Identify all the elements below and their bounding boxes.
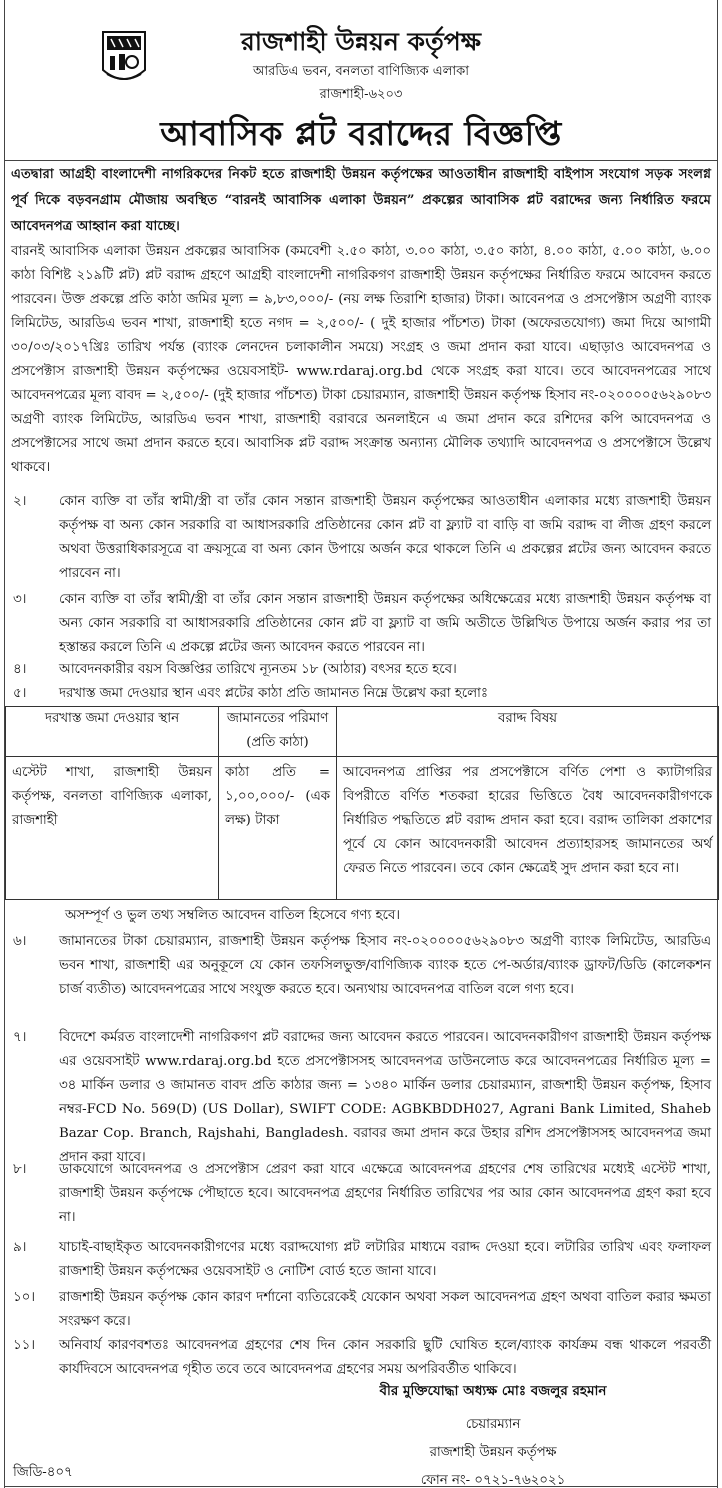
reference-code: জিডি-৪০৭: [13, 1465, 73, 1480]
signatory-title: চেয়ারম্যান: [465, 1417, 521, 1432]
item-number: ৪।: [13, 662, 27, 677]
notice-headline: আবাসিক প্লট বরাদ্দের বিজ্ঞপ্তি: [160, 114, 562, 153]
item-text: রাজশাহী উন্নয়ন কর্তৃপক্ষ কোন কারণ দর্শানো ব্যতিরেকেই যেকোন অথবা সকল আবেদনপত্র গ্রহণ অথবা বাতিল করার ক্ষমতা সংরক্ষণ করে।: [59, 1290, 711, 1329]
signatory-organization: রাজশাহী উন্নয়ন কর্তৃপক্ষ: [429, 1445, 557, 1460]
item-number: ৬।: [13, 934, 27, 949]
item-text: দরখাস্ত জমা দেওয়ার স্থান এবং প্লটের কাঠা প্রতি জামানত নিম্নে উল্লেখ করা হলোঃ: [59, 686, 488, 701]
item-text: যাচাই-বাছাইকৃত আবেদনকারীগণের মধ্যে বরাদ্দযোগ্য প্লট লটারির মাধ্যমে বরাদ্দ দেওয়া হবে। লটারির তারিখ এবং ফলাফল রাজশাহী উন্নয়ন কর্তৃপক্ষের ওয়েবসাইট ও নোটিশ বোর্ড হতে জানা যাবে।: [59, 1240, 711, 1279]
item-number: ৯।: [13, 1240, 27, 1255]
item-text: জামানতের টাকা চেয়ারম্যান, রাজশাহী উন্নয়ন কর্তৃপক্ষ হিসাব নং-০২০০০০৫৬২৯০৮৩ অগ্রণী ব্যাংক লিমিটেড, আরডিএ ভবন শাখা, রাজশাহী এর অনুকূলে যে কোন তফসিলভুক্ত/বাণিজ্যিক ব্যাংক হতে পে-অর্ডার/ব্যাংক ড্রাফট/ডিডি (কালেকশন চার্জ ব্যতীত) আবেদনপত্রের সাথে সংযুক্ত করতে হবে। অন্যথায় আবেদনপত্র বাতিল বলে গণ্য হবে।: [59, 934, 711, 997]
signatory-phone: ফোন নং- ০৭২১-৭৬২০২১: [420, 1473, 566, 1488]
header: [5, 0, 717, 108]
item-text: অনিবার্য কারণবশতঃ আবেদনপত্র গ্রহণের শেষ দিন কোন সরকারি ছুটি ঘোষিত হলে/ব্যাংক কার্যক্রম বন্ধ থাকলে পরবর্তী কার্যদিবসে আবেদনপত্র গৃহীত তবে তবে আবেদনপত্র গ্রহণের সময় অপরিবর্তীত থাকিবে।: [59, 1338, 711, 1377]
item-number: ৩।: [13, 592, 27, 607]
organization-address: আরডিএ ভবন, বনলতা বাণিজ্যিক এলাকা: [252, 64, 470, 79]
table-header-cell: দরখাস্ত জমা দেওয়ার স্থান: [6, 707, 219, 757]
table-header-row: [6, 707, 719, 757]
signatory-name: বীর মুক্তিযোদ্ধা অধ্যক্ষ মোঃ বজলুর রহমান: [379, 1383, 607, 1399]
item-text: কোন ব্যক্তি বা তাঁর স্বামী/স্ত্রী বা তাঁর কোন সন্তান রাজশাহী উন্নয়ন কর্তৃপক্ষের অধিক্ষেত্রের মধ্যে রাজশাহী উন্নয়ন কর্তৃপক্ষ বা অন্য কোন সরকারি বা আধাসরকারি প্রতিষ্ঠানের কোন প্লট বা ফ্ল্যাট বা জমি অতীতে উল্লিখিত উপায়ে অর্জন করার পর তা হস্তান্তর করলে তিনি এ প্রকল্পে প্লটের জন্য আবেদন করতে পারবেন না।: [59, 592, 711, 655]
organization-name: রাজশাহী উন্নয়ন কর্তৃপক্ষ: [241, 27, 481, 56]
notice-page: [4, 0, 718, 1488]
table-cell-deposit: কাঠা প্রতি = ১,০০,০০০/- (এক লক্ষ) টাকা: [219, 757, 337, 900]
table-row: [6, 757, 719, 900]
item-text: ডাকযোগে আবেদনপত্র ও প্রসপেক্টাস প্রেরণ করা যাবে এক্ষেত্রে আবেদনপত্র গ্রহণের শেষ তারিখের মধ্যেই এস্টেট শাখা, রাজশাহী উন্নয়ন কর্তৃপক্ষে পৌছাতে হবে। আবেদনপত্র গ্রহণের নির্ধারিত তারিখের পর আর কোন আবেদনপত্র গ্রহণ করা হবে না।: [59, 1162, 711, 1225]
item-number: ৭।: [13, 1030, 27, 1045]
intro-paragraph: এতদ্বারা আগ্রহী বাংলাদেশী নাগরিকদের নিকট হতে রাজশাহী উন্নয়ন কর্তৃপক্ষের আওতাধীন রাজশাহী বাইপাস সংযোগ সড়ক সংলগ্ন পূর্ব দিকে বড়বনগ্রাম মৌজায় অবস্থিত “বারনই আবাসিক এলাকা উন্নয়ন” প্রকল্পের আবাসিক প্লট বরাদ্দের জন্য নির্ধারিত ফরমে আবেদনপত্র আহ্বান করা যাচ্ছে।: [11, 167, 711, 234]
item-number: ১১।: [13, 1338, 36, 1353]
table-header-cell: জামানতের পরিমাণ (প্রতি কাঠা): [219, 707, 337, 757]
table-cell-place: এস্টেট শাখা, রাজশাহী উন্নয়ন কর্তৃপক্ষ, বনলতা বাণিজ্যিক এলাকা, রাজশাহী: [6, 757, 219, 900]
item-number: ৮।: [13, 1162, 27, 1177]
table-header-cell: বরাদ্দ বিষয়: [337, 707, 719, 757]
item-number: ৫।: [13, 686, 27, 701]
table-cell-allocation: আবেদনপত্র প্রাপ্তির পর প্রসপেক্টাসে বর্ণিত পেশা ও ক্যাটাগরির বিপরীতে বর্ণিত শতকরা হারের ভিত্তিতে বৈধ আবেদনকারীগণকে নির্ধারিত পদ্ধতিতে প্লট বরাদ্দ প্রদান করা হবে। বরাদ্দ তালিকা প্রকাশের পূর্বে যে কোন আবেদনকারী আবেদন প্রত্যাহারসহ জামানতের অর্থ ফেরত নিতে পারবেন। তবে কোন ক্ষেত্রেই সুদ প্রদান করা হবে না।: [337, 757, 719, 900]
item-text: কোন ব্যক্তি বা তাঁর স্বামী/স্ত্রী বা তাঁর কোন সন্তান রাজশাহী উন্নয়ন কর্তৃপক্ষের আওতাধীন এলাকার মধ্যে রাজশাহী উন্নয়ন কর্তৃপক্ষ বা অন্য কোন সরকারি বা আধাসরকারি প্রতিষ্ঠানের কোন প্লট বা ফ্ল্যাট বা বাড়ি বা জমি বরাদ্দ বা লীজ গ্রহণ করলে অথবা উত্তরাধিকারসূত্রে বা ক্রয়সূত্রে বা অন্য কোন উপায়ে অর্জন করে থাকলে তিনি এ প্রকল্পের প্লটের জন্য আবেদন করতে পারবেন না।: [59, 494, 711, 581]
item-number: ১০।: [13, 1290, 36, 1305]
organization-city: রাজশাহী-৬২০৩: [319, 87, 403, 102]
divider: [5, 1486, 717, 1487]
divider: [5, 160, 717, 161]
point-1-paragraph: বারনই আবাসিক এলাকা উন্নয়ন প্রকল্পের আবাসিক (কমবেশী ২.৫০ কাঠা, ৩.০০ কাঠা, ৩.৫০ কাঠা, ৪.০০ কাঠা, ৫.০০ কাঠা, ৬.০০ কাঠা বিশিষ্ট ২১৯টি প্লট) প্লট বরাদ্দ গ্রহণে আগ্রহী বাংলাদেশী নাগরিকগণ রাজশাহী উন্নয়ন কর্তৃপক্ষের নির্ধারিত ফরমে আবেদন করতে পারবেন। উক্ত প্রকল্পে প্রতি কাঠা জমির মূল্য = ৯,৮৩,০০০/- (নয় লক্ষ তিরাশি হাজার) টাকা। আবেনপত্র ও প্রসপেক্টাস অগ্রণী ব্যাংক লিমিটেড, আরডিএ ভবন শাখা, রাজশাহী হতে নগদ = ২,৫০০/- ( দুই হাজার পাঁচশত) টাকা (অফেরতযোগ্য) জমা দিয়ে আগামী ৩০/০৩/২০১৭খ্রিঃ তারিখ পর্যন্ত (ব্যাংক লেনদেন চলাকালীন সময়ে) সংগ্রহ ও জমা প্রদান করা যাবে। এছাড়াও আবেদনপত্র ও প্রসপেক্টাস রাজশাহী উন্নয়ন কর্তৃপক্ষের ওয়েবসাইট- www.rdaraj.org.bd থেকে সংগ্রহ করা যাবে। তবে আবেদনপত্রের সাথে আবেদনপত্রের মূল্য বাবদ = ২,৫০০/- (দুই হাজার পাঁচশত) টাকা চেয়ারম্যান, রাজশাহী উন্নয়ন কর্তৃপক্ষ হিসাব নং-০২০০০০৫৬২৯০৮৩ অগ্রণী ব্যাংক লিমিটেড, আরডিএ ভবন শাখা, রাজশাহী বরাবরে অনলাইনে এ জমা প্রদান করে রশিদের কপি আবেদনপত্র ও প্রসপেক্টাসের সাথে জমা প্রদান করতে হবে। আবাসিক প্লট বরাদ্দ সংক্রান্ত অন্যান্য মৌলিক তথ্যাদি আবেদনপত্র ও প্রসপেক্টাসে উল্লেখ থাকবে।: [11, 244, 711, 475]
invalid-application-note: অসম্পূর্ণ ও ভুল তথ্য সম্বলিত আবেদন বাতিল হিসেবে গণ্য হবে।: [65, 908, 401, 923]
item-text: বিদেশে কর্মরত বাংলাদেশী নাগরিকগণ প্লট বরাদ্দের জন্য আবেদন করতে পারবেন। আবেদনকারীগণ রাজশাহী উন্নয়ন কর্তৃপক্ষ এর ওয়েবসাইট www.rdaraj.org.bd হতে প্রসপেক্টাসসহ আবেদনপত্র ডাউনলোড করে আবেদনপত্রের নির্ধারিত মূল্য = ৩৪ মার্কিন ডলার ও জামানত বাবদ প্রতি কাঠার জন্য = ১৩৪০ মার্কিন ডলার চেয়ারম্যান, রাজশাহী উন্নয়ন কর্তৃপক্ষ, হিসাব নম্বর-FCD No. 569(D) (US Dollar), SWIFT CODE: AGBKBDDH027, Agrani Bank Limited, Shaheb Bazar Cop. Branch, Rajshahi, Bangladesh. বরাবর জমা প্রদান করে উহার রশিদ প্রসপেক্টাসসহ আবেদনপত্র জমা প্রদান করা যাবে।: [59, 1030, 711, 1165]
deposit-table: [5, 706, 719, 900]
item-number: ২।: [13, 494, 27, 509]
item-text: আবেদনকারীর বয়স বিজ্ঞপ্তির তারিখে ন্যূনতম ১৮ (আঠার) বৎসর হতে হবে।: [59, 662, 457, 677]
